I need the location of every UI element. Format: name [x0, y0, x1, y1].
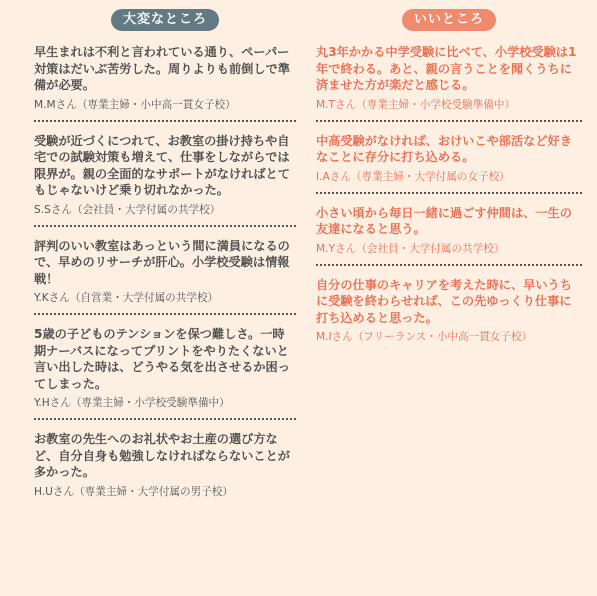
entry-author: H.Uさん（専業主婦・大学付属の男子校） — [34, 485, 233, 498]
cons-entry — [34, 431, 296, 499]
entry-author: Y.Hさん（専業主婦・小学校受験準備中） — [34, 397, 230, 409]
dotted-divider — [34, 313, 296, 315]
cons-entry — [34, 238, 296, 316]
pros-entry — [316, 277, 582, 345]
cons-entry — [34, 44, 296, 122]
dotted-divider — [316, 192, 582, 194]
pros-entry — [316, 205, 582, 266]
cons-entry — [34, 326, 296, 420]
dotted-divider — [316, 120, 582, 122]
entry-text: 丸3年かかる中学受験に比べて、小学校受験は1年で終わる。あと、親の言うことを聞くうちに済ませた方が楽だと感じる。 — [316, 45, 577, 92]
pros-entry — [316, 44, 582, 122]
dotted-divider — [34, 418, 296, 420]
pros-column — [316, 8, 582, 355]
dotted-divider — [34, 225, 296, 227]
cons-column — [34, 8, 296, 510]
entry-text: 早生まれは不利と言われている通り、ペーパー対策はだいぶ苦労した。周りよりも前倒しで準備が必要。 — [34, 45, 290, 92]
entry-text: お教室の先生へのお礼状やお土産の選び方など、自分自身も勉強しなければならないことが多かった。 — [34, 432, 290, 479]
entry-author: S.Sさん（会社員・大学付属の共学校） — [34, 203, 221, 216]
entry-author: M.Mさん（専業主婦・小中高一貫女子校） — [34, 98, 236, 111]
entry-text: 評判のいい教室はあっという間に満員になるので、早めのリサーチが肝心。小学校受験は情報戦！ — [34, 238, 290, 286]
entry-author: M.Iさん（フリーランス・小中高一貫女子校） — [316, 331, 533, 343]
entry-text: 受験が近づくにつれて、お教室の掛け持ちや自宅での試験対策も増えて、仕事をしながらでは限界が。親の全面的なサポートがなければとてもじゃないけど乗り切れなかった。 — [34, 133, 290, 197]
entry-text: 中高受験がなければ、おけいこや部活など好きなことに存分に打ち込める。 — [316, 133, 572, 164]
entry-author: M.Yさん（会社員・大学付属の共学校） — [316, 242, 505, 255]
entry-text: 自分の仕事のキャリアを考えた時に、早いうちに受験を終わらせれば、この先ゆっくり仕事に打ち込めると思った。 — [316, 277, 572, 325]
entry-author: I.Aさん（専業主婦・大学付属の女子校） — [316, 170, 510, 183]
pros-header: いいところ — [402, 9, 496, 31]
pros-entry — [316, 133, 582, 194]
cons-entry — [34, 133, 296, 227]
entry-author: Y.Kさん（自営業・大学付属の共学校） — [34, 292, 219, 304]
dotted-divider — [34, 120, 296, 122]
entry-author: M.Tさん（専業主婦・小学校受験準備中） — [316, 98, 516, 111]
entry-text: 小さい頃から毎日一緒に過ごす仲間は、一生の友達になると思う。 — [316, 205, 572, 236]
dotted-divider — [316, 264, 582, 266]
entry-text: 5歳の子どものテンションを保つ難しさ。一時期ナーバスになってプリントをやりたくないと言い出した時は、どうやる気を出させるか困ってしまった。 — [34, 327, 290, 391]
cons-header: 大変なところ — [111, 9, 219, 31]
